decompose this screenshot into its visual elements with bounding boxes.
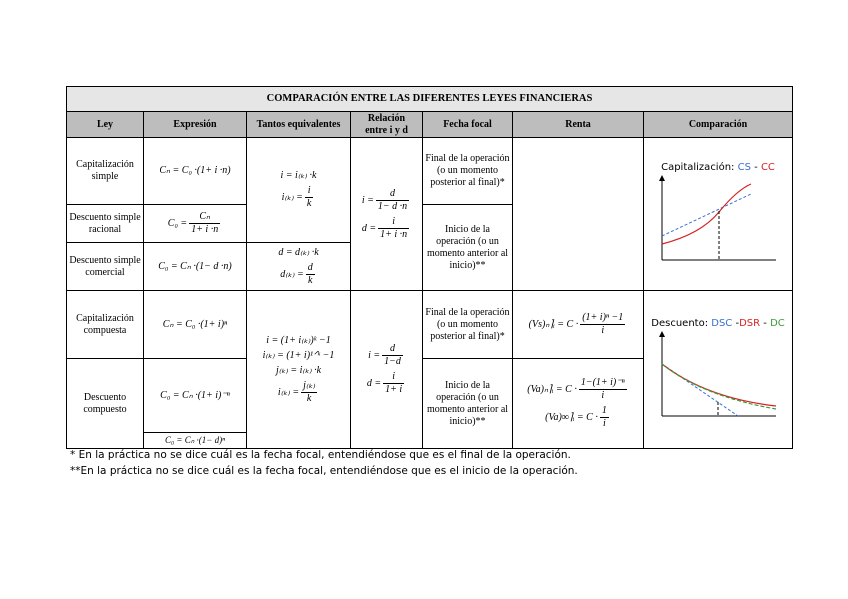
header-tantos: Tantos equivalentes — [247, 112, 351, 138]
desc-racional-expression — [144, 205, 247, 243]
chart-cap-cc-curve — [662, 184, 751, 244]
tantos-compuesta-2: i₍ₖ₎ = (1+ i)¹ᐟᵏ −1 — [262, 349, 335, 361]
renta-vs-left: (Vs)ₙ⌉ᵢ = C · — [528, 318, 579, 330]
renta-vs-den: i — [601, 325, 605, 336]
desc-comercial-expression: C₀ = Cₙ ·(1− d ·n) — [144, 243, 247, 291]
header-relacion-l1: Relación — [367, 112, 406, 124]
header-expresion: Expresión — [144, 112, 247, 138]
chart-desc-svg — [656, 330, 780, 422]
renta-simple-empty — [513, 138, 644, 291]
fecha-final-simple: Final de la operación (o un momento posterior al final)* — [423, 138, 513, 205]
tantos-compuesta-4-num: j₍ₖ₎ — [303, 379, 316, 391]
relacion-compuesta-2-num: i — [383, 371, 404, 384]
chart-desc-dsr-curve — [662, 364, 776, 406]
renta-va-2-left: (Va)∞⌉ᵢ = C · — [545, 411, 598, 423]
renta-va-1-left: (Va)ₙ⌉ᵢ = C · — [527, 383, 577, 395]
header-ley: Ley — [67, 112, 144, 138]
desc-compuesto-expression: C₀ = Cₙ ·(1+ i)⁻ⁿ — [144, 359, 247, 433]
header-comparacion: Comparación — [644, 112, 793, 138]
renta-vs — [513, 291, 644, 359]
header-relacion — [351, 112, 423, 138]
chart-desc-dc: DC — [770, 317, 785, 329]
chart-desc-sep2: - — [763, 317, 767, 329]
relacion-simple-2 — [353, 216, 420, 241]
desc-compuesto-expression-2: C₀ = Cₙ ·(1− d)ⁿ — [144, 433, 247, 449]
tantos-compuesta-4 — [249, 380, 348, 405]
comparacion-capitalizacion — [644, 138, 793, 291]
relacion-simple-1-num: d — [376, 188, 409, 201]
chart-desc-dsc: DSC — [711, 317, 733, 329]
header-renta: Renta — [513, 112, 644, 138]
relacion-simple — [351, 138, 423, 291]
relacion-compuesta — [351, 291, 423, 449]
comparacion-descuento — [644, 291, 793, 449]
chart-desc-title — [651, 318, 784, 330]
relacion-compuesta-1-left: i = — [368, 349, 381, 361]
tantos-compuesta — [247, 291, 351, 449]
renta-va-1 — [515, 377, 641, 402]
chart-cap-sep: - — [754, 162, 758, 173]
chart-descuento — [646, 318, 790, 422]
renta-va-1-num: 1−(1+ i)⁻ⁿ — [580, 377, 625, 388]
row-desc-racional-label: Descuento simple racional — [67, 205, 144, 243]
chart-cap-label: Capitalización: — [661, 162, 735, 173]
footnote-1: * En la práctica no se dice cuál es la fecha focal, entendiéndose que es el final de la operación. — [70, 449, 571, 461]
chart-cap-cs-line — [662, 194, 751, 236]
relacion-compuesta-1-den: 1−d — [384, 356, 401, 367]
tantos-compuesta-3: j₍ₖ₎ = i₍ₖ₎ ·k — [275, 364, 322, 376]
cap-compuesta-expression: Cₙ = C₀ ·(1+ i)ⁿ — [144, 291, 247, 359]
relacion-simple-1 — [353, 188, 420, 213]
chart-cap-cs: CS — [737, 162, 751, 173]
tantos-simple-2-den: k — [306, 198, 312, 209]
cap-simple-expression: Cₙ = C₀ ·(1+ i ·n) — [144, 138, 247, 205]
footnote-2: **En la práctica no se dice cuál es la fecha focal, entendiéndose que es el inicio de la operación. — [70, 465, 578, 477]
tantos-descuento-2 — [249, 262, 348, 287]
relacion-simple-2-num: i — [378, 216, 409, 229]
desc-racional-num: Cₙ — [189, 211, 220, 224]
chart-desc-dc-curve — [662, 364, 776, 409]
chart-cap-svg — [656, 174, 780, 266]
chart-desc-dsr: DSR — [739, 317, 761, 329]
relacion-simple-1-left: i = — [361, 194, 374, 206]
comparison-sheet — [66, 86, 792, 449]
tantos-simple-2-num: i — [305, 185, 313, 198]
table-title: COMPARACIÓN ENTRE LAS DIFERENTES LEYES FINANCIERAS — [67, 87, 793, 112]
desc-racional-left: C₀ = — [167, 217, 188, 229]
footnotes — [70, 447, 578, 479]
tantos-compuesta-1: i = (1+ i₍ₖ₎)ᵏ −1 — [266, 334, 331, 346]
tantos-descuento-1: d = d₍ₖ₎ ·k — [278, 246, 319, 258]
chart-desc-y-arrow — [659, 331, 665, 337]
chart-desc-sep1: - — [735, 317, 740, 329]
comparison-table — [66, 86, 793, 449]
chart-cap-title — [661, 162, 775, 174]
relacion-compuesta-1 — [353, 343, 420, 368]
relacion-simple-2-left: d = — [361, 222, 377, 234]
tantos-compuesta-4-left: i₍ₖ₎ = — [277, 386, 300, 398]
fecha-inicio-simple: Inicio de la operación (o un momento anterior al inicio)** — [423, 205, 513, 291]
tantos-descuento-2-left: d₍ₖ₎ = — [280, 268, 304, 280]
tantos-descuento-2-den: k — [307, 274, 313, 286]
chart-cap-cc: CC — [760, 162, 775, 173]
renta-va-1-den: i — [601, 390, 605, 401]
row-cap-simple-label: Capitalización simple — [67, 138, 144, 205]
relacion-simple-2-den: 1+ i ·n — [380, 228, 408, 240]
renta-va-2-num: 1 — [601, 405, 607, 416]
header-relacion-l2: entre i y d — [365, 124, 408, 136]
chart-capitalizacion — [646, 162, 790, 266]
renta-vs-num: (1+ i)ⁿ −1 — [582, 312, 624, 323]
tantos-descuento-2-num: d — [307, 261, 313, 273]
relacion-compuesta-2-den: 1+ i — [385, 384, 403, 395]
chart-cap-y-arrow — [659, 175, 665, 181]
fecha-final-compuesta: Final de la operación (o un momento posterior al final)* — [423, 291, 513, 359]
renta-va-2 — [515, 405, 641, 430]
fecha-inicio-compuesta: Inicio de la operación (o un momento anterior al inicio)** — [423, 359, 513, 449]
tantos-simple — [247, 138, 351, 243]
tantos-simple-1: i = i₍ₖ₎ ·k — [280, 170, 317, 181]
row-cap-compuesta-label: Capitalización compuesta — [67, 291, 144, 359]
desc-racional-den: 1+ i ·n — [191, 224, 219, 235]
tantos-descuento — [247, 243, 351, 291]
relacion-simple-1-den: 1− d ·n — [377, 200, 408, 212]
chart-desc-label: Descuento: — [651, 317, 709, 329]
renta-va-2-den: i — [602, 418, 606, 429]
relacion-compuesta-1-num: d — [382, 343, 403, 356]
renta-va — [513, 359, 644, 449]
tantos-compuesta-4-den: k — [306, 392, 312, 404]
header-fecha: Fecha focal — [423, 112, 513, 138]
relacion-compuesta-2 — [353, 371, 420, 396]
row-desc-comercial-label: Descuento simple comercial — [67, 243, 144, 291]
relacion-compuesta-2-left: d = — [366, 377, 382, 389]
tantos-simple-2-left: i₍ₖ₎ = — [281, 191, 303, 203]
tantos-simple-2 — [249, 185, 348, 210]
row-desc-compuesto-label: Descuento compuesto — [67, 359, 144, 449]
